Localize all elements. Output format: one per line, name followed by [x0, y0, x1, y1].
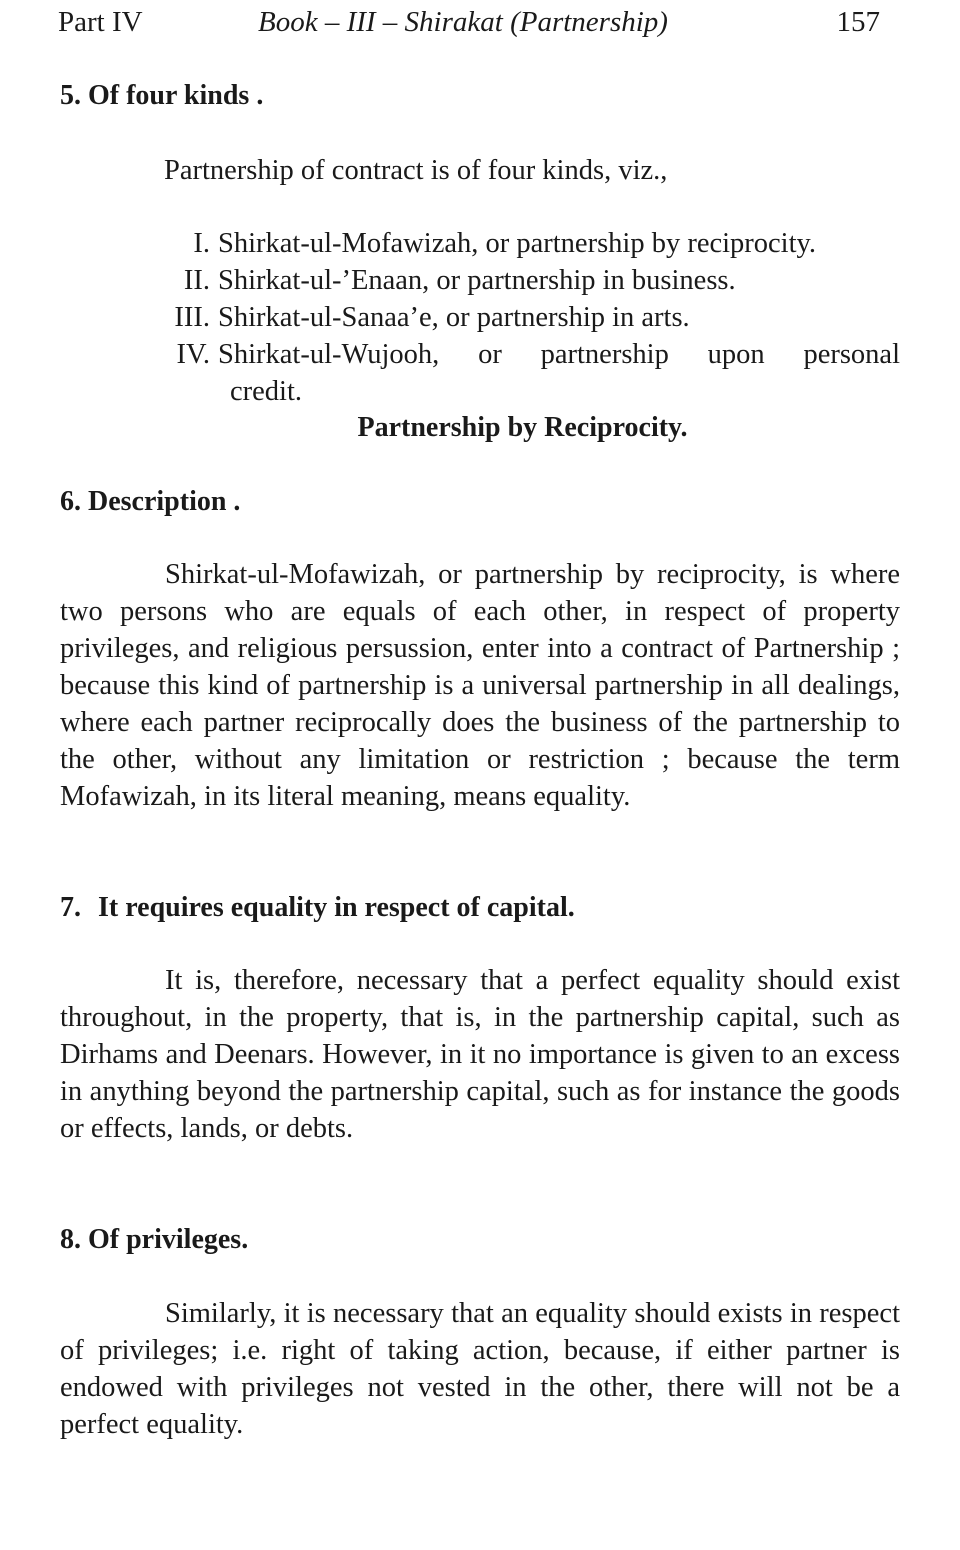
- section-number: 5.: [60, 80, 81, 111]
- list-numeral: I.: [193, 228, 210, 259]
- list-numeral: IV.: [176, 339, 210, 370]
- section-8-heading: [60, 1222, 248, 1258]
- list-item: [150, 299, 900, 336]
- section-7-body: [60, 962, 900, 1147]
- list-numeral: III.: [174, 302, 210, 333]
- section-title: It requires equality in respect of capital.: [98, 892, 575, 923]
- section-number: 7.: [60, 892, 81, 923]
- running-header: [58, 4, 880, 40]
- list-item-text: Shirkat-ul-Mofawizah, or partnership by reciprocity.: [218, 228, 817, 259]
- page-number: 157: [836, 6, 880, 38]
- section-number: 6.: [60, 486, 81, 517]
- section-6-body: [60, 556, 900, 815]
- list-item: [150, 336, 900, 410]
- section-title: Description .: [88, 486, 241, 517]
- list-item-text: Shirkat-ul-Wujooh, or partnership upon personal: [218, 339, 900, 370]
- section-title: Of four kinds .: [88, 80, 264, 111]
- section-5-intro: Partnership of contract is of four kinds, viz.,: [164, 155, 668, 186]
- list-item-text: Shirkat-ul-Sanaa’e, or partnership in arts.: [218, 302, 690, 333]
- list-item-text-continued: credit.: [230, 376, 303, 407]
- list-item: [150, 225, 900, 262]
- section-8-body: [60, 1295, 900, 1443]
- paragraph-text: Shirkat-ul-Mofawizah, or partnership by reciprocity, is where two persons who are equals of each other, in respect of property privileges, and religious persussion, enter into a contract of Partnership ; because this kind of partnership is a universal partnership in all dealings, where each partner reciprocally does the business of the partnership to the other, without any limitation or restriction ; because the term Mofawizah, in its literal meaning, means equality.: [60, 559, 900, 812]
- section-title: Of privileges.: [88, 1224, 249, 1255]
- kinds-list: [150, 225, 900, 410]
- list-item-text: Shirkat-ul-’Enaan, or partnership in business.: [218, 265, 736, 296]
- paragraph-text: It is, therefore, necessary that a perfect equality should exist throughout, in the property, that is, in the partnership capital, such as Dirhams and Deenars. However, in it no importance is given to an excess in anything beyond the partnership capital, such as for instance the goods or effects, lands, or debts.: [60, 965, 900, 1144]
- header-part: Part IV: [58, 6, 143, 38]
- paragraph-text: Similarly, it is necessary that an equality should exists in respect of privileges; i.e. right of taking action, because, if either partner is endowed with privileges not vested in the other, there will not be a perfect equality.: [60, 1298, 900, 1440]
- section-5-heading: [60, 78, 263, 114]
- section-6-heading: [60, 484, 240, 520]
- section-number: 8.: [60, 1224, 81, 1255]
- list-item: [150, 262, 900, 299]
- section-7-heading: [60, 890, 575, 926]
- header-book-title: Book – III – Shirakat (Partnership): [258, 6, 668, 38]
- subheading-reciprocity: Partnership by Reciprocity.: [357, 412, 688, 443]
- list-numeral: II.: [183, 265, 210, 296]
